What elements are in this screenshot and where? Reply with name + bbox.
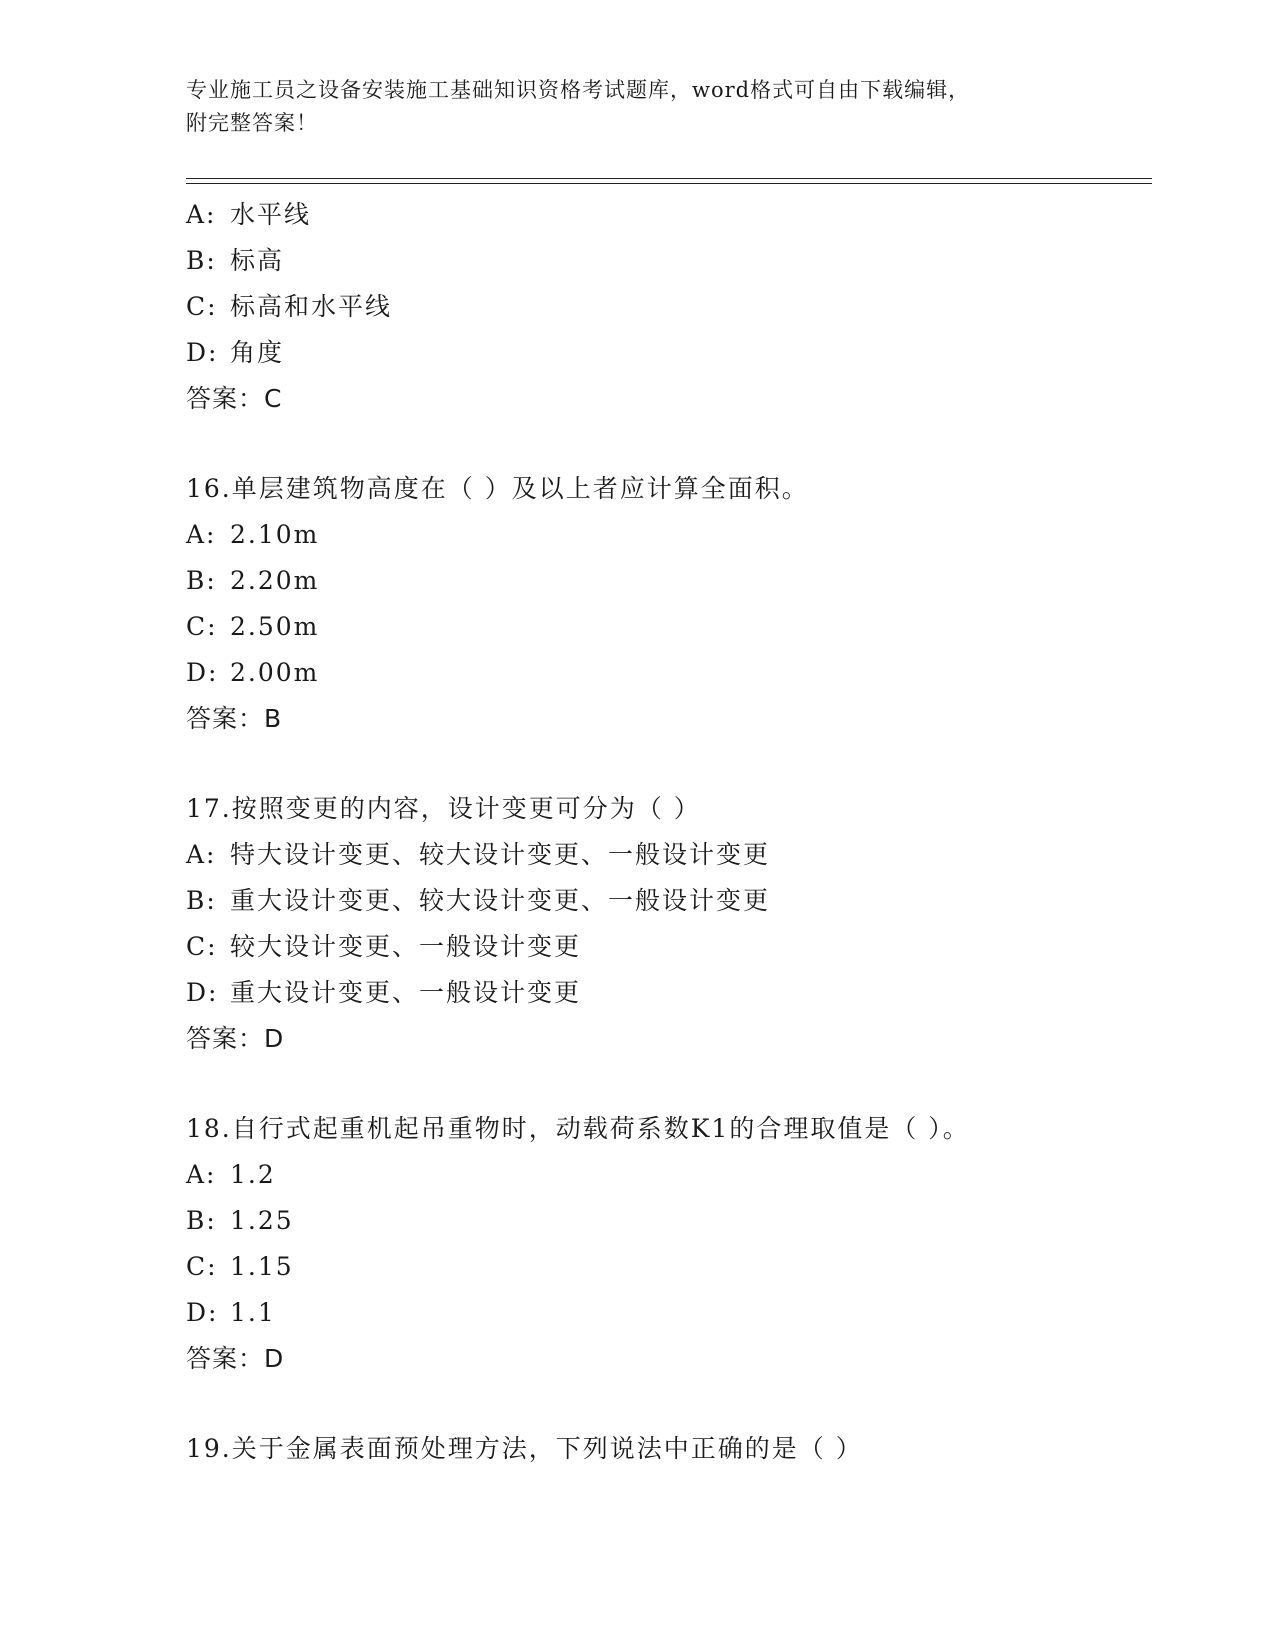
option-text: 1.1: [230, 1298, 276, 1327]
option-key: B:: [186, 1206, 217, 1235]
answer-line: 答案：B: [186, 704, 283, 733]
document-header: [186, 74, 1086, 140]
option-key: C:: [186, 932, 218, 961]
answer-line: 答案：C: [186, 384, 283, 413]
question-stem: 19.关于金属表面预处理方法，下列说法中正确的是（ ）: [186, 1434, 863, 1463]
option-text: 2.00m: [230, 658, 320, 687]
option-key: A:: [186, 840, 217, 869]
option-d: [186, 330, 1146, 376]
option-key: D:: [186, 338, 219, 367]
option-a: [186, 192, 1146, 238]
question-15: [186, 192, 1146, 422]
option-key: B:: [186, 246, 217, 275]
option-b: [186, 1198, 1146, 1244]
question-stem: 18.自行式起重机起吊重物时，动载荷系数K1的合理取值是（ ）。: [186, 1114, 970, 1143]
option-text: 重大设计变更、较大设计变更、一般设计变更: [230, 886, 771, 915]
option-key: D:: [186, 658, 219, 687]
option-a: [186, 1152, 1146, 1198]
option-a: [186, 832, 1146, 878]
answer-line: 答案：D: [186, 1024, 285, 1053]
option-b: [186, 558, 1146, 604]
header-line-2: 附完整答案！: [186, 111, 318, 135]
option-c: [186, 1244, 1146, 1290]
option-key: C:: [186, 612, 218, 641]
question-19: [186, 1426, 1146, 1472]
option-c: [186, 604, 1146, 650]
header-divider-top: [186, 178, 1152, 179]
question-stem: 17.按照变更的内容，设计变更可分为（ ）: [186, 794, 701, 823]
option-c: [186, 284, 1146, 330]
option-key: C:: [186, 292, 218, 321]
question-stem: 16.单层建筑物高度在（ ）及以上者应计算全面积。: [186, 474, 809, 503]
option-text: 标高和水平线: [230, 292, 393, 321]
option-text: 1.15: [230, 1252, 294, 1281]
question-17: [186, 786, 1146, 1062]
header-line-1: 专业施工员之设备安装施工基础知识资格考试题库，word格式可自由下载编辑，: [186, 78, 971, 102]
option-key: A:: [186, 1160, 217, 1189]
option-key: B:: [186, 566, 217, 595]
option-a: [186, 512, 1146, 558]
option-text: 2.20m: [230, 566, 320, 595]
option-text: 标高: [230, 246, 285, 275]
option-key: C:: [186, 1252, 218, 1281]
option-b: [186, 878, 1146, 924]
option-d: [186, 1290, 1146, 1336]
option-text: 角度: [230, 338, 285, 367]
option-text: 1.2: [230, 1160, 276, 1189]
option-text: 重大设计变更、一般设计变更: [230, 978, 582, 1007]
option-key: D:: [186, 1298, 219, 1327]
option-key: B:: [186, 886, 217, 915]
question-18: [186, 1106, 1146, 1382]
option-text: 1.25: [230, 1206, 294, 1235]
option-d: [186, 650, 1146, 696]
answer-line: 答案：D: [186, 1344, 285, 1373]
option-b: [186, 238, 1146, 284]
header-divider-bottom: [186, 183, 1152, 184]
option-text: 2.10m: [230, 520, 320, 549]
option-key: D:: [186, 978, 219, 1007]
question-16: [186, 466, 1146, 742]
option-d: [186, 970, 1146, 1016]
option-key: A:: [186, 520, 217, 549]
option-text: 水平线: [230, 200, 312, 229]
question-list: [186, 192, 1146, 1472]
option-text: 2.50m: [230, 612, 320, 641]
option-text: 较大设计变更、一般设计变更: [230, 932, 582, 961]
option-c: [186, 924, 1146, 970]
option-text: 特大设计变更、较大设计变更、一般设计变更: [230, 840, 771, 869]
option-key: A:: [186, 200, 217, 229]
